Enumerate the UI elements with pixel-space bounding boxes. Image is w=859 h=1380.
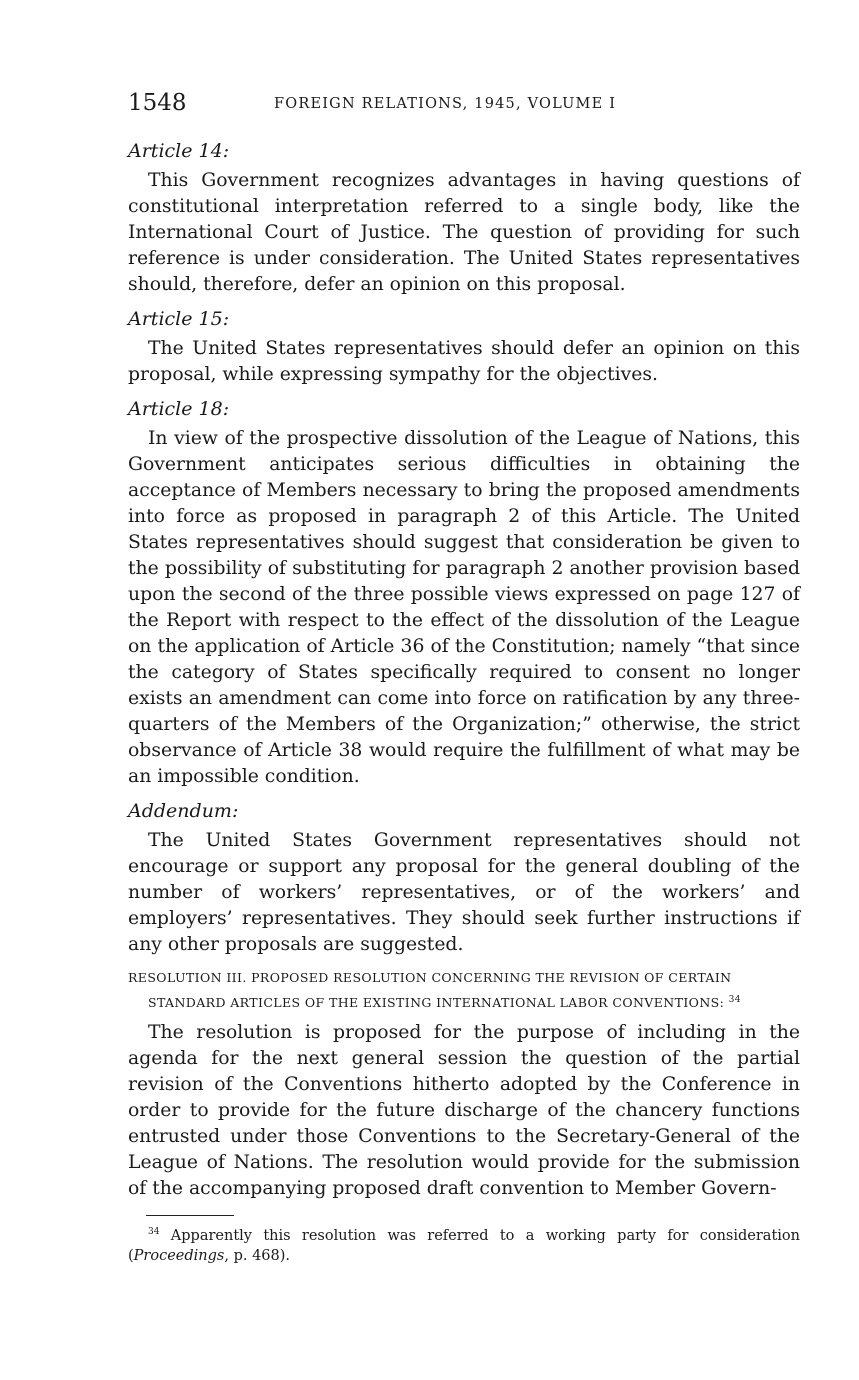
page-number: 1548 (128, 90, 187, 116)
article-14-heading: Article 14: (128, 140, 230, 162)
footnote-reference: 34 (728, 995, 741, 1005)
page-body (128, 138, 800, 1210)
addendum-heading: Addendum: (128, 800, 239, 822)
page-header (128, 90, 800, 120)
footnote-text: Apparently this resolution was referred to a working party for consideration ( (128, 1227, 800, 1264)
resolution-title-text: RESOLUTION III. PROPOSED RESOLUTION CONCERNING THE REVISION OF CERTAIN STANDARD ARTICLES OF THE EXISTING INTERNATIONAL LABOR CONVENTIONS: (128, 970, 732, 1011)
article-15-text: The United States representatives should defer an opinion on this proposal, while expressing sympathy for the objectives. (128, 338, 800, 385)
article-14-text: This Government recognizes advantages in having questions of constitutional interpretation referred to a single body, like the International Court of Justice. The question of providing for such reference is under consideration. The United States representatives should, therefore, defer an opinion on this proposal. (128, 170, 800, 295)
resolution-title (128, 966, 800, 1014)
footnote-tail: , p. 468). (224, 1247, 291, 1264)
running-head: FOREIGN RELATIONS, 1945, VOLUME I (274, 96, 617, 112)
footnote-italic: Proceedings (133, 1247, 225, 1264)
article-15-heading: Article 15: (128, 308, 230, 330)
article-18-text: In view of the prospective dissolution of the League of Nations, this Government anticipates serious difficulties in obtaining the acceptance of Members necessary to bring the proposed amendments into force as proposed in paragraph 2 of this Article. The United States representatives should suggest that consideration be given to the possibility of substituting for paragraph 2 another provision based upon the second of the three possible views expressed on page 127 of the Report with respect to the effect of the dissolution of the League on the application of Article 36 of the Constitution; namely “that since the category of States specifically required to consent no longer exists an amendment can come into force on ratification by any three-quarters of the Members of the Organization;” otherwise, the strict observance of Article 38 would require the fulfillment of what may be an impossible condition. (128, 428, 800, 787)
footnote-mark: 34 (148, 1227, 160, 1237)
resolution-text: The resolution is proposed for the purpose of including in the agenda for the next general session the question of the partial revision of the Conventions hitherto adopted by the Conference in order to provide for the future discharge of the chancery functions entrusted under those Conventions to the Secretary-General of the League of Nations. The resolution would provide for the submission of the accompanying proposed draft convention to Member Govern- (128, 1022, 800, 1200)
addendum-text: The United States Government representatives should not encourage or support any proposal for the general doubling of the number of workers’ representatives, or of the workers’ and employers’ representatives. They should seek further instructions if any other proposals are suggested. (128, 830, 800, 955)
footnote (128, 1222, 800, 1266)
article-18-heading: Article 18: (128, 398, 230, 420)
footnote-divider (146, 1215, 234, 1216)
